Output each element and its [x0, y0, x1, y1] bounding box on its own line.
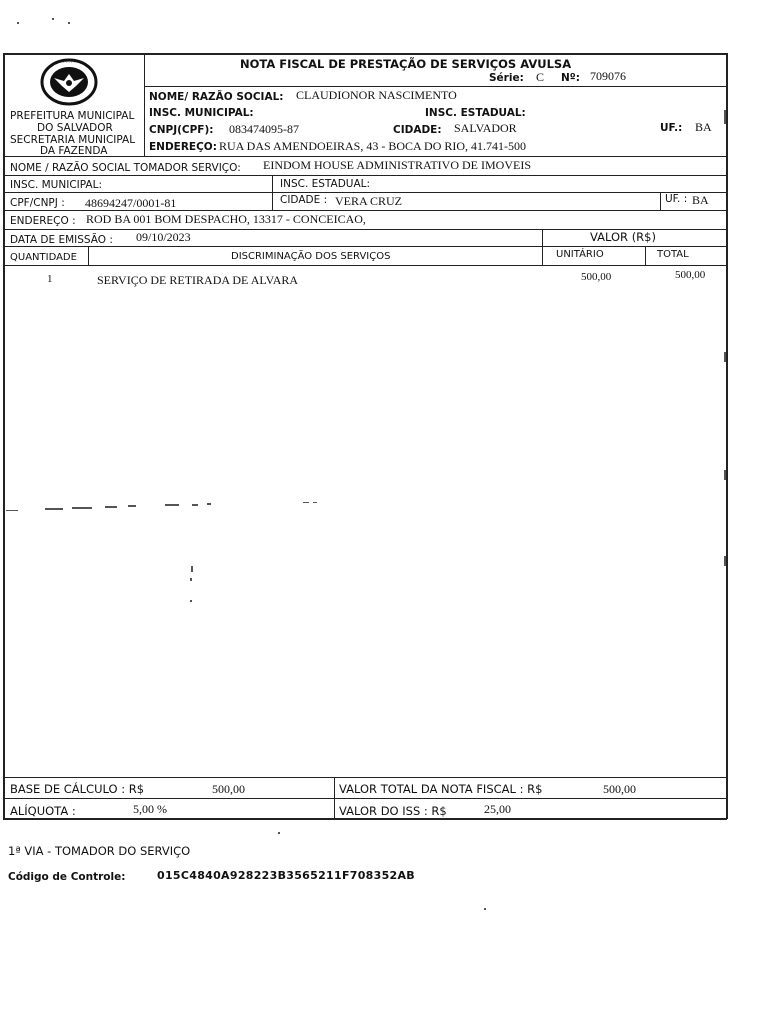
tomador-nome-value: EINDOM HOUSE ADMINISTRATIVO DE IMOVEIS [263, 158, 531, 172]
iss-value: 25,00 [484, 802, 511, 816]
controle-value: 015C4840A928223B3565211F708352AB [157, 869, 415, 882]
tomador-cidade-value: VERA CRUZ [335, 194, 403, 208]
via-text: 1ª VIA - TOMADOR DO SERVIÇO [8, 844, 191, 858]
scan-speck [192, 504, 198, 506]
tomador-insc-estadual-label: INSC. ESTADUAL: [280, 178, 371, 190]
serie-value: C [536, 70, 545, 84]
tomador-row2-bottom [3, 192, 727, 193]
valor-header: VALOR (R$) [590, 230, 656, 244]
scan-speck [128, 505, 136, 507]
scan-speck [105, 506, 117, 508]
scan-speck [313, 502, 317, 503]
scan-speck [17, 22, 19, 24]
iss-label: VALOR DO ISS : R$ [339, 804, 447, 818]
tomador-row1-bottom [3, 175, 727, 176]
valor-total-value: 500,00 [603, 782, 636, 796]
prefeitura-line2: DO SALVADOR [37, 122, 113, 134]
item-quantidade: 1 [47, 273, 53, 285]
svg-text:· · · · ·: · · · · · [63, 60, 75, 65]
base-calculo-label: BASE DE CÁLCULO : R$ [10, 782, 145, 796]
prestador-bottom [3, 156, 727, 157]
prestador-cnpj-label: CNPJ(CPF): [149, 124, 214, 136]
tomador-cidade-label: CIDADE : [280, 194, 328, 206]
scan-speck [190, 600, 192, 602]
numero-label: Nº: [561, 72, 580, 84]
scan-speck [278, 832, 280, 834]
prefeitura-seal-icon [40, 58, 98, 106]
form-border-top [3, 53, 727, 55]
scan-speck [72, 507, 92, 509]
serie-label: Série: [489, 72, 524, 84]
aliquota-label: ALÍQUOTA : [10, 804, 76, 818]
quantidade-col-divider [88, 246, 89, 266]
tomador-insc-municipal-label: INSC. MUNICIPAL: [10, 179, 102, 191]
scan-speck [6, 510, 18, 511]
item-unitario: 500,00 [581, 271, 612, 283]
emissao-value: 09/10/2023 [136, 230, 191, 244]
tomador-uf-label: UF. : [665, 193, 688, 205]
scan-speck [45, 508, 63, 510]
prestador-insc-estadual-label: INSC. ESTADUAL: [425, 107, 526, 119]
scan-speck [207, 503, 211, 505]
valor-col-divider [542, 229, 543, 265]
totais-middle [3, 798, 727, 799]
aliquota-value: 5,00 % [133, 802, 167, 816]
prestador-nome-value: CLAUDIONOR NASCIMENTO [296, 88, 457, 102]
scan-speck [190, 578, 192, 581]
scan-speck [724, 110, 726, 124]
emissao-label: DATA DE EMISSÃO : [10, 234, 113, 246]
prestador-cidade-value: SALVADOR [454, 121, 517, 135]
tomador-endereco-label: ENDEREÇO : [10, 215, 76, 227]
tomador-col-divider [272, 175, 273, 210]
scan-speck [191, 566, 193, 572]
scan-speck [724, 556, 726, 566]
logo-divider [144, 53, 145, 157]
scan-speck [68, 22, 70, 24]
form-border-bottom [3, 818, 727, 820]
tomador-cpf-label: CPF/CNPJ : [10, 197, 65, 209]
scan-speck [165, 504, 179, 506]
col-discriminacao: DISCRIMINAÇÃO DOS SERVIÇOS [231, 251, 391, 262]
col-unitario: UNITÁRIO [556, 249, 604, 260]
totais-col-divider [334, 777, 335, 819]
tomador-nome-label: NOME / RAZÃO SOCIAL TOMADOR SERVIÇO: [10, 162, 241, 174]
form-border-left [3, 53, 5, 819]
item-total: 500,00 [675, 269, 706, 281]
totais-top [3, 777, 727, 778]
uf-col-divider [660, 192, 661, 210]
tomador-endereco-value: ROD BA 001 BOM DESPACHO, 13317 - CONCEICAO, [86, 212, 366, 226]
title-divider [144, 86, 727, 87]
scan-speck [484, 908, 486, 910]
item-descricao: SERVIÇO DE RETIRADA DE ALVARA [97, 273, 299, 287]
columns-bottom [3, 265, 727, 266]
prestador-insc-municipal-label: INSC. MUNICIPAL: [149, 107, 254, 119]
tomador-uf-value: BA [692, 193, 709, 207]
total-col-divider [645, 246, 646, 266]
prestador-uf-label: UF.: [660, 122, 683, 134]
col-total: TOTAL [657, 249, 689, 260]
prefeitura-line1: PREFEITURA MUNICIPAL [10, 110, 135, 122]
valor-total-label: VALOR TOTAL DA NOTA FISCAL : R$ [339, 782, 543, 796]
prefeitura-line3: SECRETARIA MUNICIPAL [10, 134, 136, 146]
scan-speck [303, 502, 309, 503]
controle-label: Código de Controle: [8, 871, 126, 883]
col-quantidade: QUANTIDADE [10, 252, 77, 263]
tomador-cpf-value: 48694247/0001-81 [85, 196, 177, 210]
prestador-endereco-label: ENDEREÇO: [149, 141, 217, 153]
scan-speck [52, 18, 54, 20]
prestador-cidade-label: CIDADE: [393, 124, 442, 136]
page-title: NOTA FISCAL DE PRESTAÇÃO DE SERVIÇOS AVULSA [240, 57, 572, 71]
prestador-endereco-value: RUA DAS AMENDOEIRAS, 43 - BOCA DO RIO, 41.741-500 [219, 139, 527, 153]
scan-speck [724, 352, 726, 362]
scan-speck [724, 470, 726, 480]
prestador-uf-value: BA [695, 120, 712, 134]
prefeitura-line4: DA FAZENDA [40, 145, 108, 157]
numero-value: 709076 [590, 69, 626, 83]
prestador-nome-label: NOME/ RAZÃO SOCIAL: [149, 91, 284, 103]
prestador-cnpj-value: 083474095-87 [229, 122, 299, 136]
base-calculo-value: 500,00 [212, 782, 245, 796]
emissao-bottom [3, 246, 727, 247]
form-border-right [726, 53, 728, 819]
